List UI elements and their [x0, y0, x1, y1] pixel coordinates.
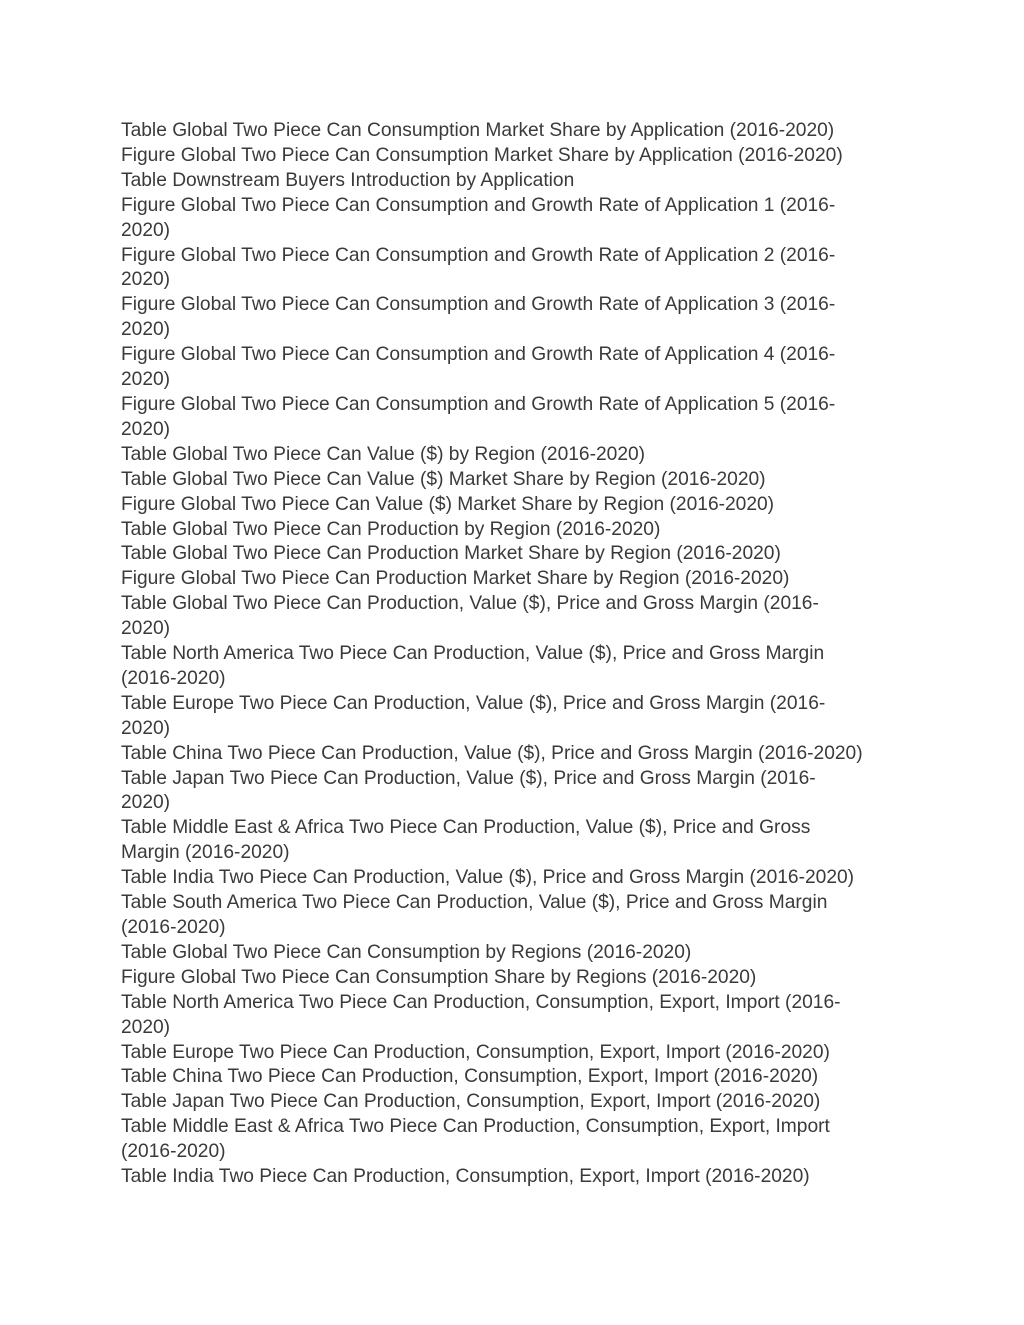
- list-item: (2016-2020): [121, 917, 226, 938]
- list-item: Figure Global Two Piece Can Consumption Share by Regions (2016-2020): [121, 966, 757, 988]
- list-item: 2020): [121, 618, 171, 640]
- list-item: Table Global Two Piece Can Production, Value ($), Price and Gross Margin (2016-: [121, 593, 819, 615]
- list-item: Figure Global Two Piece Can Consumption and Growth Rate of Application 4 (2016-: [121, 344, 836, 366]
- list-item: Table North America Two Piece Can Production, Consumption, Export, Import (2016-: [121, 991, 841, 1013]
- list-item: Table Global Two Piece Can Consumption by Regions (2016-2020): [121, 941, 692, 963]
- list-item: Table Downstream Buyers Introduction by Application: [121, 169, 575, 191]
- list-item: Figure Global Two Piece Can Consumption and Growth Rate of Application 2 (2016-: [121, 244, 836, 266]
- list-item: Figure Global Two Piece Can Production Market Share by Region (2016-2020): [121, 568, 790, 590]
- list-item: 2020): [121, 792, 171, 814]
- list-item: Table China Two Piece Can Production, Consumption, Export, Import (2016-2020): [121, 1066, 819, 1088]
- list-item: 2020): [121, 319, 171, 341]
- list-item: Table Global Two Piece Can Value ($) by Region (2016-2020): [121, 443, 646, 465]
- list-item: 2020): [121, 717, 171, 739]
- list-item: Table Global Two Piece Can Production Market Share by Region (2016-2020): [121, 543, 781, 565]
- list-item: Figure Global Two Piece Can Consumption and Growth Rate of Application 5 (2016-: [121, 393, 836, 415]
- list-item: Table Global Two Piece Can Production by Region (2016-2020): [121, 518, 661, 540]
- list-item: 2020): [121, 219, 171, 241]
- list-item: Figure Global Two Piece Can Value ($) Market Share by Region (2016-2020): [121, 493, 775, 515]
- list-item: Table Europe Two Piece Can Production, Consumption, Export, Import (2016-2020): [121, 1041, 830, 1063]
- list-item: Figure Global Two Piece Can Consumption and Growth Rate of Application 3 (2016-: [121, 294, 836, 316]
- list-item: (2016-2020): [121, 667, 226, 689]
- list-item: Figure Global Two Piece Can Consumption and Growth Rate of Application 1 (2016-: [121, 194, 836, 216]
- list-item: Table India Two Piece Can Production, Consumption, Export, Import (2016-2020): [121, 1166, 810, 1188]
- list-item: 2020): [121, 369, 171, 391]
- list-item: (2016-2020): [121, 1141, 226, 1163]
- list-item: Table South America Two Piece Can Production, Value ($), Price and Gross Margin: [121, 892, 828, 914]
- list-item: Table Global Two Piece Can Value ($) Market Share by Region (2016-2020): [121, 468, 766, 490]
- list-item: 2020): [121, 269, 171, 291]
- table-of-figures-list: [121, 119, 911, 1190]
- list-item: Table Middle East & Africa Two Piece Can Production, Consumption, Export, Import: [121, 1116, 830, 1138]
- list-item: 2020): [121, 418, 171, 440]
- list-item: Margin (2016-2020): [121, 842, 290, 864]
- list-item: Table India Two Piece Can Production, Value ($), Price and Gross Margin (2016-2020): [121, 867, 855, 889]
- list-item: Table Europe Two Piece Can Production, Value ($), Price and Gross Margin (2016-: [121, 692, 826, 714]
- list-item: Table Global Two Piece Can Consumption Market Share by Application (2016-2020): [121, 120, 835, 141]
- list-item: Table China Two Piece Can Production, Value ($), Price and Gross Margin (2016-2020): [121, 742, 863, 764]
- list-item: Table Middle East & Africa Two Piece Can Production, Value ($), Price and Gross: [121, 817, 811, 839]
- list-item: Table Japan Two Piece Can Production, Consumption, Export, Import (2016-2020): [121, 1091, 821, 1113]
- list-item: 2020): [121, 1016, 171, 1038]
- list-item: Table North America Two Piece Can Production, Value ($), Price and Gross Margin: [121, 643, 825, 665]
- list-item: Table Japan Two Piece Can Production, Value ($), Price and Gross Margin (2016-: [121, 767, 816, 789]
- list-item: Figure Global Two Piece Can Consumption Market Share by Application (2016-2020): [121, 144, 843, 166]
